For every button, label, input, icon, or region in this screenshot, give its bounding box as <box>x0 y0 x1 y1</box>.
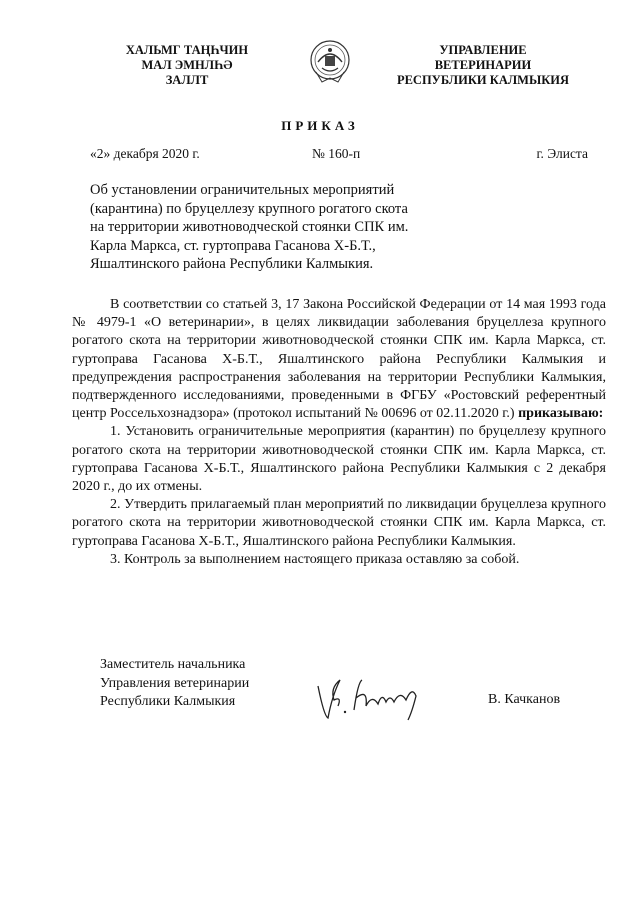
header-right-line: РЕСПУБЛИКИ КАЛМЫКИЯ <box>396 73 570 87</box>
header-right-line: УПРАВЛЕНИЕ <box>439 43 527 57</box>
signatory-position <box>100 656 249 712</box>
order-item: 3. Контроль за выполнением настоящего приказа оставляю за собой. <box>110 551 520 567</box>
subject-line: (карантина) по бруцеллезу крупного рогатого скота <box>90 200 408 217</box>
document-number: № 160-п <box>312 146 361 161</box>
body-intro-text: В соответствии со статьей 3, 17 Закона Российской Федерации от 14 мая 1993 года № 4979-1 «О ветеринарии», в целях ликвидации заболевания бруцеллеза крупного рогатого скота на территории животноводческой стоянки СПК им. Карла Маркса, ст. гуртоправа Гасанова Х-Б.Т., Яшалтинского района Республики Калмыкия и предупреждения распространения заболевания на территории Республики Калмыкия, подтвержденного исследованиями, проведенными в ФГБУ «Ростовский референтный центр Россельхознадзора» (протокол испытаний № 00696 от 02.11.2020 г.) <box>72 297 606 422</box>
document-date: «2» декабря 2020 г. <box>90 146 200 161</box>
document-subject <box>90 181 450 274</box>
header-right-title <box>388 43 578 88</box>
coat-of-arms-icon <box>308 38 352 86</box>
order-item: 2. Утвердить прилагаемый план мероприятий по ликвидации бруцеллеза крупного рогатого скота на территории животноводческой стоянки СПК им. Карла Маркса, ст. гуртоправа Гасанова Х-Б.Т., Яшалтинского района Республики Калмыкия. <box>72 497 606 549</box>
header-right-line: ВЕТЕРИНАРИИ <box>434 58 532 72</box>
document-title: ПРИКАЗ <box>281 118 359 133</box>
handwritten-signature <box>312 666 432 726</box>
header-left-line: МАЛ ЭМНЛҺӘ <box>141 58 233 72</box>
position-line: Управления ветеринарии <box>100 675 250 691</box>
body-intro-paragraph <box>72 296 606 423</box>
position-line: Заместитель начальника <box>100 657 246 672</box>
subject-line: Яшалтинского района Республики Калмыкия. <box>90 256 374 272</box>
subject-line: Карла Маркса, ст. гуртоправа Гасанова Х-Б.Т., <box>90 237 376 254</box>
document-city: г. Элиста <box>536 146 588 161</box>
subject-line: на территории животноводческой стоянки СПК им. <box>90 219 409 235</box>
document-body <box>72 296 606 569</box>
position-line: Республики Калмыкия <box>100 694 236 709</box>
header-left-line: ЗАЛЛТ <box>165 73 209 87</box>
signatory-name: В. Качканов <box>488 692 561 707</box>
header-left-title <box>92 43 282 88</box>
subject-line: Об установлении ограничительных мероприятий <box>90 182 395 198</box>
order-item: 1. Установить ограничительные мероприятия (карантин) по бруцеллезу крупного рогатого скота на территории животноводческой стоянки СПК им. Карла Маркса, ст. гуртоправа Гасанова Х-Б.Т., Яшалтинского района Республики Калмыкия с 2 декабря 2020 г., до их отмены. <box>72 424 606 495</box>
header-left-line: ХАЛЬМГ ТАҢҺЧИН <box>125 43 249 57</box>
order-word: приказываю: <box>518 406 604 422</box>
